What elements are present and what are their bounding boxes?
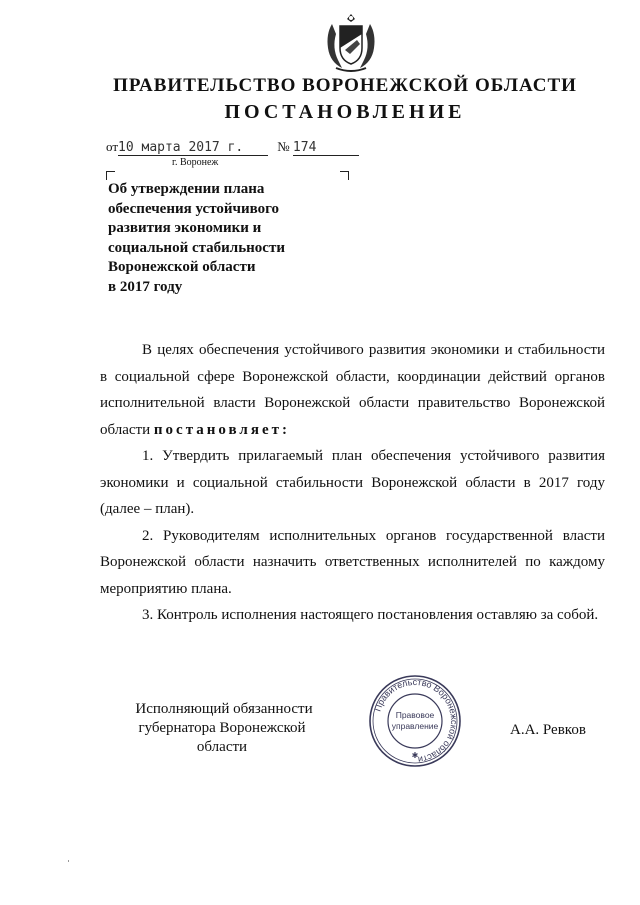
date-value: 10 марта 2017 г. — [118, 140, 244, 155]
subject-corner-left — [106, 171, 115, 180]
page-mark — [68, 860, 69, 862]
subject-line: обеспечения устойчивого — [108, 200, 280, 217]
item-paragraph: 1. Утвердить прилагаемый план обеспечения устойчивого развития экономики и социальной стабильности Воронежской области в 2017 году (далее – план). — [100, 448, 605, 517]
signatory-title-line: Исполняющий обязанности — [135, 701, 313, 717]
intro-text: В целях обеспечения устойчивого развития экономики и стабильности в социальной сфере Воронежской области, координации действий органов исполнительной власти Воронежской области правительство Воронежской области — [100, 342, 605, 438]
subject-line: в 2017 году — [108, 278, 183, 295]
official-stamp — [368, 674, 462, 768]
subject-line: Воронежской области — [108, 259, 256, 275]
signatory-title — [124, 700, 324, 757]
intro-paragraph — [100, 337, 605, 443]
number-value: 174 — [292, 140, 317, 155]
signatory-title-line: губернатора Воронежской области — [138, 720, 306, 755]
document-type: ПОСТАНОВЛЕНИЕ — [224, 101, 466, 123]
item-paragraph: 3. Контроль исполнения настоящего постановления оставляю за собой. — [142, 607, 599, 623]
subject-line: Об утверждении плана — [108, 181, 265, 197]
resolves-word: постановляет: — [153, 421, 290, 438]
stamp-center-line: управление — [391, 721, 439, 731]
stamp-ring-text: Правительство Воронежской области — [372, 676, 460, 765]
city-label: г. Воронеж — [172, 157, 219, 168]
item-paragraph: 2. Руководителям исполнительных органов государственной власти Воронежской области назначить ответственных исполнителей по каждому мероприятию плана. — [100, 527, 605, 597]
stamp-star-icon: ✱ — [411, 751, 419, 760]
subject-line: социальной стабильности — [108, 239, 285, 256]
government-name: ПРАВИТЕЛЬСТВО ВОРОНЕЖСКОЙ ОБЛАСТИ — [113, 75, 577, 96]
document-body — [100, 337, 605, 629]
signatory-name: А.А. Ревков — [510, 722, 586, 738]
coat-of-arms-icon — [318, 10, 384, 76]
subject-line: развития экономики и — [108, 220, 262, 236]
date-prefix: от — [106, 139, 119, 154]
document-subject — [108, 180, 328, 297]
subject-corner-right — [340, 171, 349, 180]
stamp-center-line: Правовое — [395, 710, 435, 720]
number-prefix: № — [277, 139, 290, 154]
document-meta — [106, 139, 359, 156]
